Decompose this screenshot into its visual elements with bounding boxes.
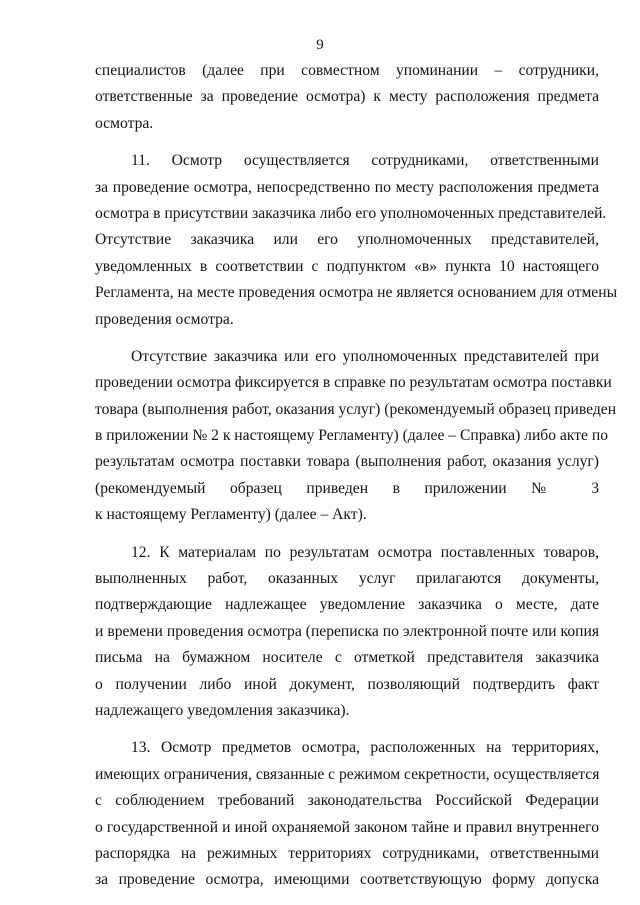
- text-line: в приложении № 2 к настоящему Регламенту) (далее – Справка) либо акте по: [95, 427, 609, 445]
- text-line: 13. Осмотр предметов осмотра, расположенных на территориях,: [131, 739, 599, 757]
- text-line: 12. К материалам по результатам осмотра поставленных товаров,: [131, 543, 599, 561]
- paragraph: [95, 58, 599, 137]
- paragraph-item-11: [95, 148, 618, 333]
- text-line: (рекомендуемый образец приведен в приложении № 3: [95, 479, 599, 497]
- text-line: Отсутствие заказчика или его уполномоченных представителей при: [131, 347, 599, 365]
- text-line: надлежащего уведомления заказчика).: [95, 701, 350, 719]
- paragraph-item-13: [95, 735, 599, 893]
- page-number: 9: [316, 37, 324, 53]
- text-line: выполненных работ, оказанных услуг прилагаются документы,: [95, 570, 599, 588]
- text-line: Отсутствие заказчика или его уполномоченных представителей,: [95, 231, 599, 249]
- paragraph: [95, 344, 617, 529]
- paragraph-item-12: [95, 540, 599, 725]
- text-line: осмотра в присутствии заказчика либо его уполномоченных представителей.: [95, 204, 607, 222]
- text-line: специалистов (далее при совместном упоминании – сотрудники,: [95, 62, 599, 79]
- text-line: результатам осмотра поставки товара (выполнения работ, оказания услуг): [95, 453, 599, 471]
- text-line: о государственной и иной охраняемой законом тайне и правил внутреннего: [95, 818, 599, 836]
- text-line: подтверждающие надлежащее уведомление заказчика о месте, дате: [95, 596, 599, 614]
- text-line: с соблюдением требований законодательства Российской Федерации: [95, 792, 599, 810]
- text-line: проведения осмотра.: [95, 310, 234, 328]
- text-line: распорядка на режимных территориях сотрудниками, ответственными: [95, 844, 599, 862]
- text-line: осмотра.: [95, 114, 154, 132]
- text-line: имеющих ограничения, связанные с режимом секретности, осуществляется: [95, 765, 600, 783]
- text-line: уведомленных в соответствии с подпунктом «в» пункта 10 настоящего: [95, 257, 599, 275]
- text-line: товара (выполнения работ, оказания услуг) (рекомендуемый образец приведен: [95, 400, 617, 418]
- text-line: за проведение осмотра, имеющими соответствующую форму допуска: [95, 871, 599, 889]
- text-line: и времени проведения осмотра (переписка по электронной почте или копия: [95, 622, 599, 640]
- text-line: за проведение осмотра, непосредственно по месту расположения предмета: [95, 178, 599, 196]
- text-line: проведении осмотра фиксируется в справке по результатам осмотра поставки: [95, 374, 612, 392]
- text-line: письма на бумажном носителе с отметкой представителя заказчика: [95, 649, 599, 667]
- text-line: 11. Осмотр осуществляется сотрудниками, ответственными: [131, 152, 599, 170]
- text-line: к настоящему Регламенту) (далее – Акт).: [95, 506, 367, 524]
- text-line: ответственные за проведение осмотра) к месту расположения предмета: [95, 88, 599, 106]
- text-line: Регламента, на месте проведения осмотра не является основанием для отмены: [95, 284, 618, 302]
- document-body: [95, 58, 618, 894]
- text-line: о получении либо иной документ, позволяющий подтвердить факт: [95, 675, 599, 693]
